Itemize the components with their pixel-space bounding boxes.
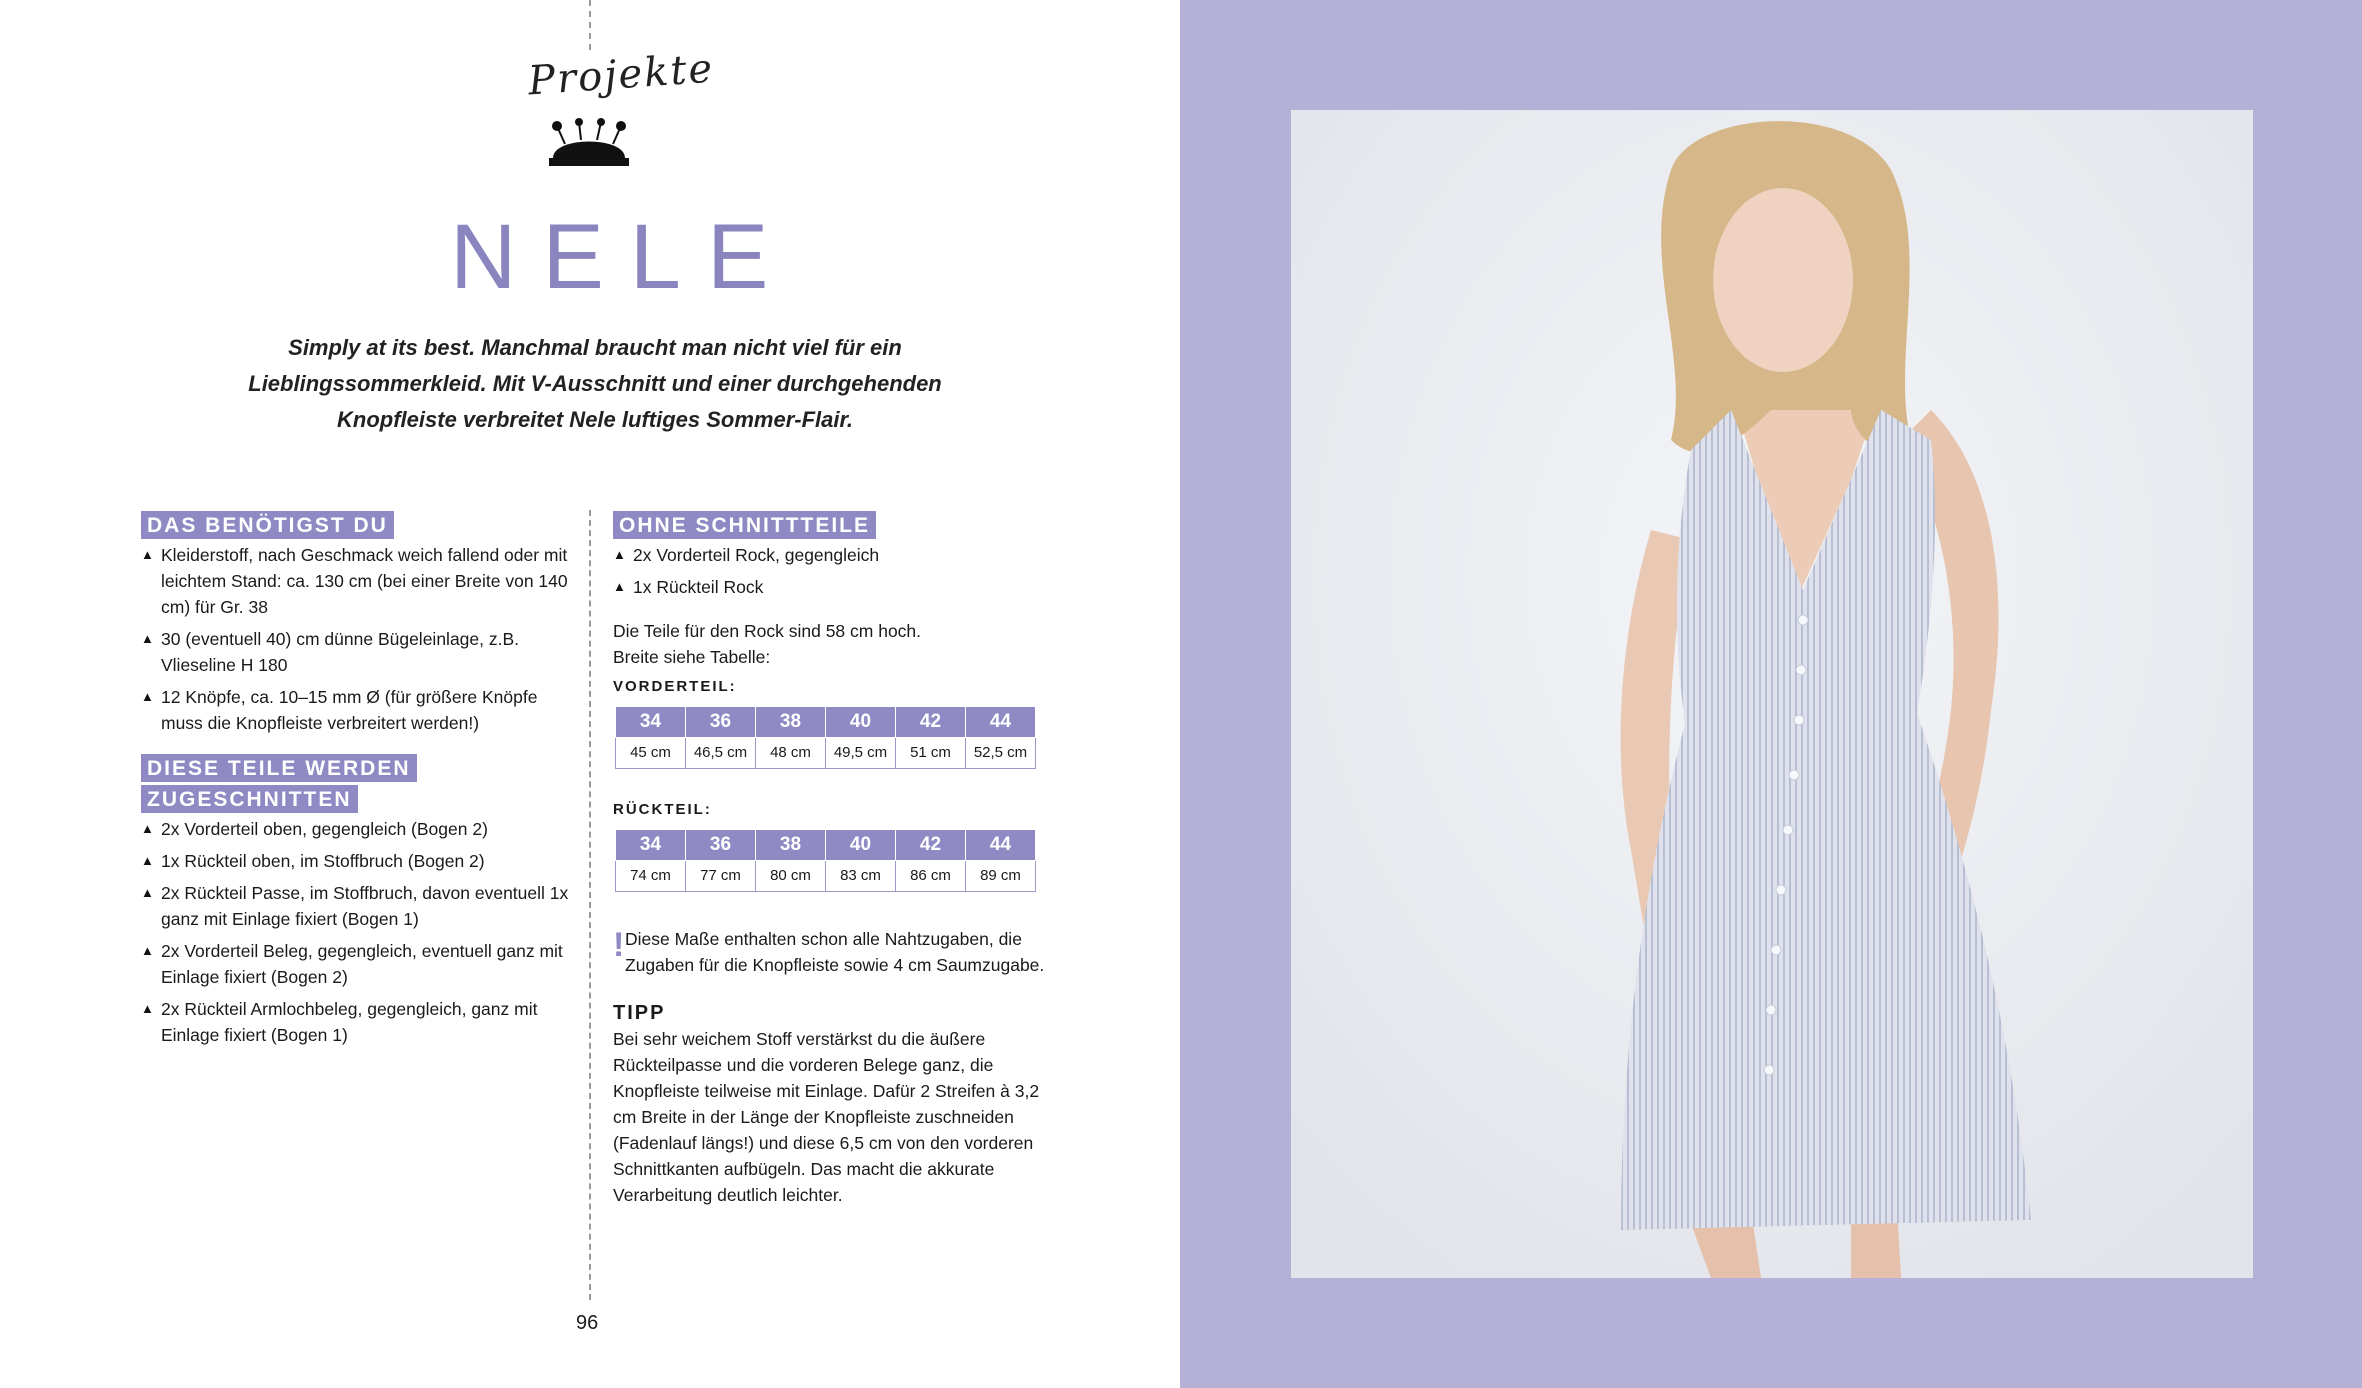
tip-heading: TIPP xyxy=(613,1002,666,1024)
list-item: ▲ 2x Vorderteil oben, gegengleich (Bogen 2) xyxy=(141,816,571,842)
front-table-label: VORDERTEIL: xyxy=(613,678,737,695)
size-header: 36 xyxy=(686,707,756,738)
size-value: 46,5 cm xyxy=(686,738,756,769)
fold-line-top xyxy=(589,0,591,50)
size-value: 52,5 cm xyxy=(966,738,1036,769)
exclamation-icon: ! xyxy=(613,926,625,964)
left-column xyxy=(141,511,571,1054)
size-value: 51 cm xyxy=(896,738,966,769)
size-header: 40 xyxy=(826,830,896,861)
size-value: 45 cm xyxy=(616,738,686,769)
list-item: ▲ 30 (eventuell 40) cm dünne Bügeleinlage, z.B. Vlieseline H 180 xyxy=(141,626,571,678)
cut-pieces-list xyxy=(141,816,571,1048)
size-value: 89 cm xyxy=(966,861,1036,892)
size-header: 36 xyxy=(686,830,756,861)
size-header: 40 xyxy=(826,707,896,738)
without-pattern-heading: OHNE SCHNITTTEILE xyxy=(613,511,876,539)
tip-text: Bei sehr weichem Stoff verstärkst du die äußere Rückteilpasse und die vorderen Belege ganz, die Knopfleiste teilweise mit Einlage. Dafür 2 Streifen à 3,2 cm Breite in der Länge der Knopfleiste zuschneiden (Fadenlauf längs!) und diese 6,5 cm von den vorderen Schnittkanten aufbügeln. Das macht die akkurate Verarbeitung deutlich leichter. xyxy=(613,1029,1040,1205)
materials-list xyxy=(141,542,571,736)
size-header: 42 xyxy=(896,830,966,861)
fold-line-bottom xyxy=(589,510,591,1300)
list-item: ▲ 2x Vorderteil Beleg, gegengleich, eventuell ganz mit Einlage fixiert (Bogen 2) xyxy=(141,938,571,990)
list-item: ▲ Kleiderstoff, nach Geschmack weich fallend oder mit leichtem Stand: ca. 130 cm (bei einer Breite von 140 cm) für Gr. 38 xyxy=(141,542,571,620)
materials-heading: DAS BENÖTIGST DU xyxy=(141,511,394,539)
page-title: NELE xyxy=(450,206,795,308)
size-header: 44 xyxy=(966,707,1036,738)
size-header: 42 xyxy=(896,707,966,738)
allowance-note xyxy=(613,926,1063,978)
size-value: 49,5 cm xyxy=(826,738,896,769)
note-text: Diese Maße enthalten schon alle Nahtzugaben, die Zugaben für die Knopfleiste sowie 4 cm Saumzugabe. xyxy=(625,929,1045,975)
model-photo xyxy=(1291,110,2253,1278)
size-value: 83 cm xyxy=(826,861,896,892)
dress-photo-illustration xyxy=(1291,110,2253,1278)
size-value: 86 cm xyxy=(896,861,966,892)
size-value: 48 cm xyxy=(756,738,826,769)
cut-pieces-heading: ZUGESCHNITTEN xyxy=(141,785,358,813)
size-value: 80 cm xyxy=(756,861,826,892)
back-size-table xyxy=(615,829,1036,892)
pincushion-icon xyxy=(545,118,633,168)
right-column xyxy=(613,511,1063,1208)
list-item: ▲ 2x Rückteil Passe, im Stoffbruch, davon eventuell 1x ganz mit Einlage fixiert (Bogen 1) xyxy=(141,880,571,932)
without-pattern-list xyxy=(613,542,1063,600)
size-value: 77 cm xyxy=(686,861,756,892)
size-header: 34 xyxy=(616,707,686,738)
skirt-text-line: Die Teile für den Rock sind 58 cm hoch. xyxy=(613,621,922,641)
list-item: ▲ 2x Vorderteil Rock, gegengleich xyxy=(613,542,1063,568)
intro-line: Knopfleiste verbreitet Nele luftiges Sommer-Flair. xyxy=(337,407,853,432)
size-header: 34 xyxy=(616,830,686,861)
page-number: 96 xyxy=(576,1312,599,1334)
front-size-table xyxy=(615,706,1036,769)
list-item: ▲ 1x Rückteil Rock xyxy=(613,574,1063,600)
back-table-label: RÜCKTEIL: xyxy=(613,801,712,818)
intro-line: Lieblingssommerkleid. Mit V-Ausschnitt und einer durchgehenden xyxy=(248,371,942,396)
size-header: 44 xyxy=(966,830,1036,861)
section-label: Projekte xyxy=(526,45,716,105)
intro-text xyxy=(190,330,1000,438)
intro-line: Simply at its best. Manchmal braucht man nicht viel für ein xyxy=(288,335,902,360)
size-value: 74 cm xyxy=(616,861,686,892)
skirt-text xyxy=(613,618,1063,670)
size-header: 38 xyxy=(756,707,826,738)
cut-pieces-heading: DIESE TEILE WERDEN xyxy=(141,754,417,782)
size-header: 38 xyxy=(756,830,826,861)
list-item: ▲ 2x Rückteil Armlochbeleg, gegengleich, ganz mit Einlage fixiert (Bogen 1) xyxy=(141,996,571,1048)
list-item: ▲ 12 Knöpfe, ca. 10–15 mm Ø (für größere Knöpfe muss die Knopfleiste verbreitert werden!) xyxy=(141,684,571,736)
list-item: ▲ 1x Rückteil oben, im Stoffbruch (Bogen 2) xyxy=(141,848,571,874)
skirt-text-line: Breite siehe Tabelle: xyxy=(613,647,771,667)
